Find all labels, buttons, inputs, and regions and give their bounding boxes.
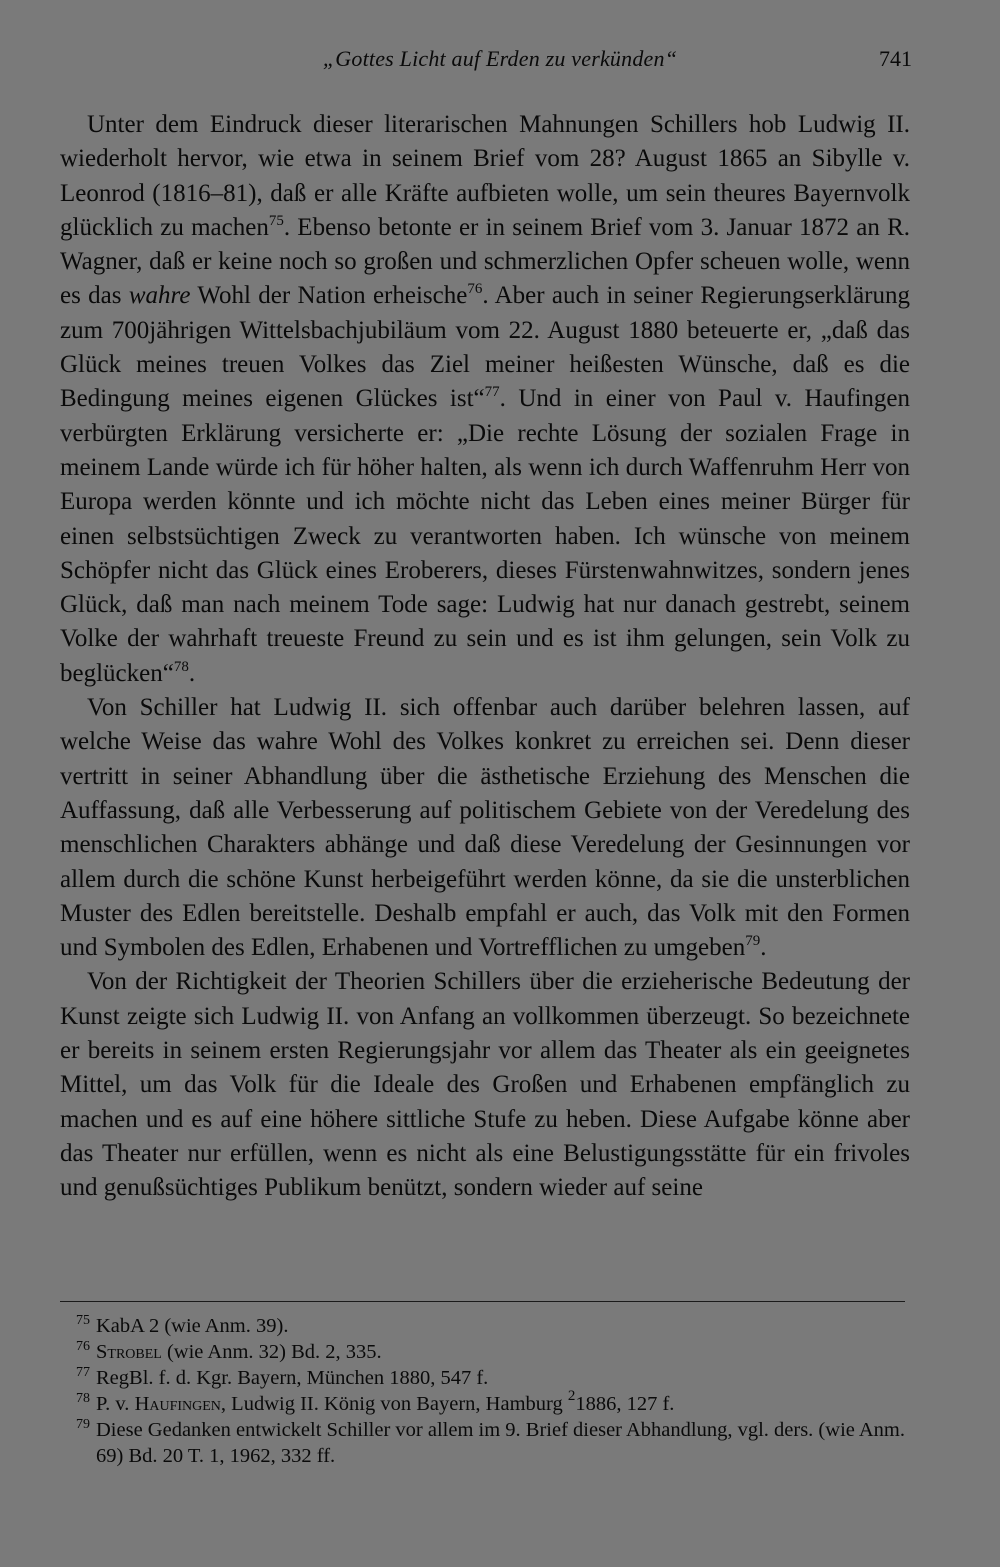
text-run: . Und in einer von Paul v. Haufingen verbürgten Erklärung versicherte er: „Die rechte Lösung der sozialen Frage in meinem Lande würde ich für höher halten, als wenn ich durch Waffenruhm Herr von Europa werden könnte und ich möchte nicht das Leben eines meiner Bürger für einen selbstsüchtigen Zweck zu verantworten haben. Ich wünsche von meinem Schöpfer nicht das Glück eines Eroberers, dieses Fürstenwahnwitzes, sondern jenes Glück, daß man nach meinem Tode sage: Ludwig hat nur danach gestrebt, seinem Volke der wahrhaft treueste Freund zu sein und es ist ihm gelungen, sein Volk zu beglücken“ (60, 385, 911, 687)
footnotes (60, 1313, 905, 1469)
footnote-ref-77: 77 (484, 384, 500, 401)
running-title: „Gottes Licht auf Erden zu verkünden“ (322, 46, 678, 71)
footnote-rule (60, 1301, 905, 1302)
footnote-77 (60, 1365, 905, 1391)
footnote-text: KabA 2 (wie Anm. 39). (96, 1315, 289, 1337)
footnote-text: , Ludwig II. König von Bayern, Hamburg (220, 1393, 568, 1415)
footnote-text: Diese Gedanken entwickelt Schiller vor allem im 9. Brief dieser Abhandlung, vgl. ders. (wie Anm. 69) Bd. 20 T. 1, 1962, 332 ff. (96, 1419, 905, 1467)
emphasis: wahre (128, 282, 191, 310)
text-run: . (188, 659, 196, 687)
footnote-ref-76: 76 (467, 281, 483, 298)
footnote-author: Haufingen (134, 1393, 221, 1415)
footnote-75 (60, 1313, 905, 1339)
footnote-ref-79: 79 (745, 933, 761, 950)
footnote-text: P. v. (96, 1393, 135, 1415)
body-text (60, 108, 910, 1206)
text-run: . Ebenso betonte er in seinem Brief vom 3. Januar 1872 an R. Wagner, daß er keine noch so großen und schmerzlichen Opfer scheuen wolle, wenn es das (60, 213, 910, 310)
footnote-ref-75: 75 (268, 212, 284, 229)
text-run: Von Schiller hat Ludwig II. sich offenbar auch darüber belehren lassen, auf welche Weise das wahre Wohl des Volkes konkret zu erreichen sei. Denn dieser vertritt in seiner Abhandlung über die ästhetische Erziehung des Menschen die Auffassung, daß alle Verbesserung auf politischem Gebiete von der Veredelung des menschlichen Charakters abhänge und daß diese Veredelung der Gesinnungen vor allem durch die schöne Kunst herbeigeführt werden könne, da sie die unsterblichen Muster des Edlen bereitstelle. Deshalb empfahl er auch, das Volk mit den Formen und Symbolen des Edlen, Erhabenen und Vortrefflichen zu umgeben (60, 694, 910, 962)
text-run: Unter dem Eindruck dieser literarischen Mahnungen Schillers hob Ludwig II. wiederholt hervor, wie etwa in seinem Brief vom 28? August 1865 an Sibylle v. Leonrod (1816–81), daß er alle Kräfte aufbieten wolle, um sein theures Bayernvolk glücklich zu machen (60, 111, 910, 241)
page-number: 741 (879, 46, 912, 71)
footnote-number: 76 (76, 1339, 90, 1354)
footnote-text: RegBl. f. d. Kgr. Bayern, München 1880, 547 f. (96, 1367, 489, 1389)
footnote-number: 75 (76, 1313, 90, 1328)
text-run: . Aber auch in seiner Regierungserklärung zum 700jährigen Wittelsbachjubiläum vom 22. August 1880 beteuerte er, „daß das Glück meines treuen Volkes das Ziel meiner heißesten Wünsche, daß es die Bedingung meines eigenen Glückes ist“ (60, 282, 910, 413)
paragraph-1 (60, 108, 910, 691)
paragraph-3: Von der Richtigkeit der Theorien Schillers über die erzieherische Bedeutung der Kunst zeigte sich Ludwig II. von Anfang an vollkommen überzeugt. So bezeichnete er bereits in seinem ersten Regierungsjahr vor allem das Theater als ein geeignetes Mittel, um das Volk für die Ideale des Großen und Erhabenen empfänglich zu machen und es auf eine höhere sittliche Stufe zu heben. Diese Aufgabe könne aber das Theater nur erfüllen, wenn es nicht als eine Belustigungsstätte für ein frivoles und genußsüchtiges Publikum benützt, sondern wieder auf seine (60, 968, 910, 1202)
footnote-ref-78: 78 (173, 658, 189, 675)
running-head (60, 46, 940, 76)
text-run: Wohl der Nation erheische (190, 282, 468, 310)
footnote-79 (60, 1417, 905, 1469)
paragraph-2 (60, 691, 910, 965)
footnote-text: (wie Anm. 32) Bd. 2, 335. (161, 1341, 382, 1363)
footnote-author: Strobel (96, 1341, 162, 1363)
footnote-number: 78 (76, 1391, 90, 1406)
footnote-number: 77 (76, 1365, 90, 1380)
footnote-number: 79 (76, 1417, 90, 1432)
edition-number: 2 (567, 1388, 576, 1404)
text-run: . (760, 934, 767, 962)
footnote-text: 1886, 127 f. (575, 1393, 675, 1415)
footnote-76 (60, 1339, 905, 1365)
footnote-78 (60, 1388, 905, 1417)
